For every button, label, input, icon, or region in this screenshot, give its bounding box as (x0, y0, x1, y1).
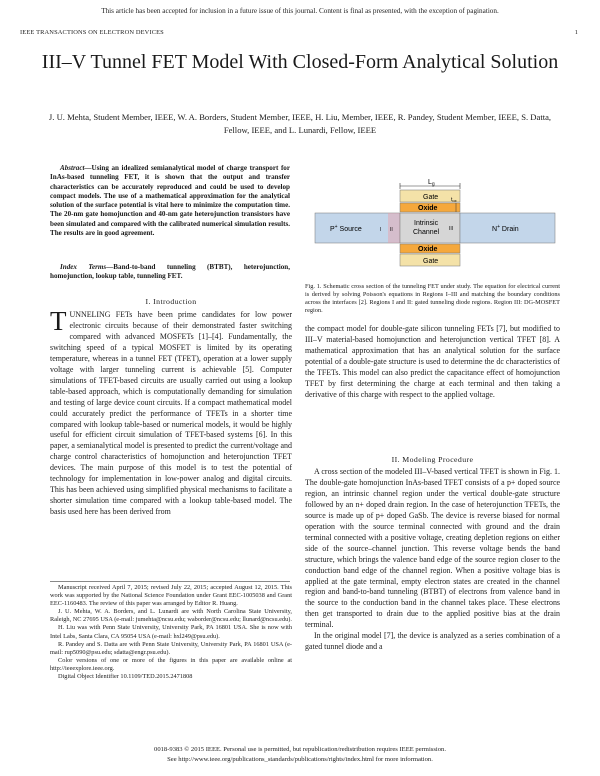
dropcap: T (50, 306, 67, 336)
figure-caption: Fig. 1. Schematic cross section of the tunneling FET under study. The equation for electrical current is derived by solving Poisson's equations in Regions I–III and matching the boundary conditions across the interfaces [2]. Regions I and II: gated tunneling diode regions. Region III: DG-MOSFET region. (305, 283, 560, 315)
abstract-label: Abstract— (60, 164, 92, 172)
region-i-label: I (380, 227, 382, 233)
tox-label: $t_{ox}$ (451, 197, 457, 203)
acceptance-notice: This article has been accepted for inclusion in a future issue of this journal. Content is final as presented, with the exception of pagination. (101, 7, 499, 15)
index-terms-text: Band-to-band tunneling (BTBT), heterojunction, homojunction, lookup table, tunneling FET. (50, 263, 290, 281)
footnote-color: Color versions of one or more of the figures in this paper are available online at http://ieeexplore.ieee.org. (50, 656, 292, 672)
modeling-paragraph-2: In the original model [7], the device is analyzed as a series combination of a gated tunnel diode and a (305, 631, 560, 652)
modeling-heading (305, 455, 560, 464)
intro-heading-text: I. Introduction (145, 297, 197, 306)
drain-label: N+ Drain (492, 224, 519, 233)
bottom-oxide-label: Oxide (418, 246, 438, 253)
index-terms (50, 263, 290, 282)
top-gate-label: Gate (423, 194, 439, 201)
source-label: P+ Source (330, 224, 362, 233)
intro-first-word: UNNELING (69, 310, 111, 319)
top-oxide-label: Oxide (418, 205, 438, 212)
footnote-divider (50, 581, 290, 582)
authors-text: J. U. Mehta, Student Member, IEEE, W. A. Borders, Student Member, IEEE, H. Liu, Member, IEEE, R. Pandey, Student Member, IEEE, S. Datta, Fellow, IEEE, and L. Lunardi, Fellow, IEEE (48, 112, 552, 135)
page-number: 1 (574, 29, 578, 36)
footnote-ncsu: J. U. Mehta, W. A. Borders, and L. Lunardi are with North Carolina State University, Raleigh, NC 27695 USA (e-mail: jumehta@ncsu.edu; waborder@ncsu.edu; llunard@ncsu.edu). (50, 608, 292, 624)
rights-info-line: See http://www.ieee.org/publications_standards/publications/rights/index.html for more information. (167, 756, 433, 763)
footnote-doi: Digital Object Identifier 10.1109/TED.2015.2471808 (58, 673, 193, 681)
modeling-heading-text: II. Modeling Procedure (391, 455, 474, 464)
running-head: IEEE TRANSACTIONS ON ELECTRON DEVICES (20, 29, 164, 36)
intro-heading (50, 297, 292, 306)
intro-paragraph (50, 306, 292, 518)
device-cross-section-figure (310, 178, 560, 278)
bottom-gate-label: Gate (423, 258, 439, 265)
footnotes (50, 584, 292, 681)
copyright-line: 0018-9383 © 2015 IEEE. Personal use is permitted, but republication/redistribution requires IEEE permission. (154, 746, 446, 753)
footnote-psu: R. Pandey and S. Datta are with Penn State University, University Park, PA 16801 USA (e-mail: rup5090@psu.edu; sdatta@engr.psu.edu). (50, 640, 292, 656)
channel-label-1: Intrinsic (414, 220, 439, 227)
lg-label: $L_g$ (428, 179, 435, 188)
channel-label-2: Channel (413, 229, 440, 236)
footnote-liu: H. Liu was with Penn State University, University Park, PA 16801 USA. She is now with Intel Labs, Santa Clara, CA 95054 USA (e-mail: hxl249@psu.edu). (50, 624, 292, 640)
modeling-paragraph-1: A cross section of the modeled III–V-based vertical TFET is shown in Fig. 1. The double-gate homojunction InAs-based TFET consists of a p+ doped source region, an intrinsic channel region under the vertical double-gate structure followed by an n+ doped drain region. In the case of heterojunction TFETs, the source is made up of p+ doped GaSb. The device is reverse biased for normal operation with the source terminal connected with ground and the drain terminal connected with a positive voltage, creating depletion regions on either side of the source–channel junction. This reverse voltage bends the band structure, which brings the valence band edge of the source region closer to the conduction band edge of the channel region. When a positive voltage bias is applied at the gate terminal, empty electron states are created in the channel region and band-to-band tunneling (BTBT) of electrons from valence band in the source to the conduction band in the channel takes place. These electrons then get transported to drain due to the applied positive bias at the drain terminal. (305, 467, 560, 630)
right-column-paragraph: the compact model for double-gate silicon tunneling FETs [7], but modified to III–V material-based homojunction and heterojunction vertical TFET [8]. A mathematical approximation that has an analytical solution for the surface potential of a double-gate structure is used to determine the dc characteristics of the TFETs. This model can also predict the capacitance effect of homojunction TFET by first determining the charge at each terminal and then taking a derivative of this charge with respect to the applied voltage. (305, 324, 560, 399)
modeling-section-body (305, 467, 560, 653)
region-ii-label: II (390, 227, 393, 233)
abstract-text: Using an idealized semianalytical model of charge transport for InAs-based tunneling FET, it is shown that the output and transfer characteristics can be accurately reproduced and could be used to develop compact models. The use of a mathematical approximation for the analytical solution of the surface potential is vital here to minimize the computation time. The 20-nm gate homojunction and 40-nm gate heterojunction transistors have been simulated and compared with the calibrated numerical simulation results. The results are in good agreement. (50, 164, 290, 238)
index-terms-label: Index Terms— (60, 263, 114, 271)
abstract (50, 164, 290, 238)
region-iii-label: III (449, 226, 454, 232)
footnote-manuscript: Manuscript received April 7, 2015; revised July 22, 2015; accepted August 12, 2015. This work was supported by the National Science Foundation under Grant EEC-1005038 and Grant EEC-1160483. The review of this paper was arranged by Editor R. Huang. (50, 584, 292, 608)
paper-title: III–V Tunnel FET Model With Closed-Form Analytical Solution (41, 51, 559, 73)
intro-text: FETs have been prime candidates for low power electronic circuits because of their demonstrated faster switching compared with advanced MOSFETs [1]–[4]. Fundamentally, the switching speed of a typical MOSFET is limited by its operating temperature, whereas in a tunnel FET (TFET), operation at a lower supply voltage with larger tunneling current is achievable [5]. Computer simulations of TFET-based circuits are usually carried out using a lookup table-based approach, which is computationally demanding for simulation and testing of large device count circuits. If a compact mathematical model could accurately predict the performance of TFETs in a shorter time compared with lookup table-based or numerical models, it would be highly useful for efficient circuit simulation of TFET-based systems [6]. In this paper, a semianalytical model is presented to predict the current/voltage and charge control characteristics of homojunction and heterojunction TFET devices. The main purpose of this model is to test the potential of technology for implementation in low-power analog and digital circuits. This has been achieved using simplified physical mechanisms to facilitate a shorter simulation time compared with a lookup table-based model. The basis used here has been derived from (50, 310, 292, 517)
author-list (45, 111, 555, 137)
figure-svg (310, 178, 560, 278)
